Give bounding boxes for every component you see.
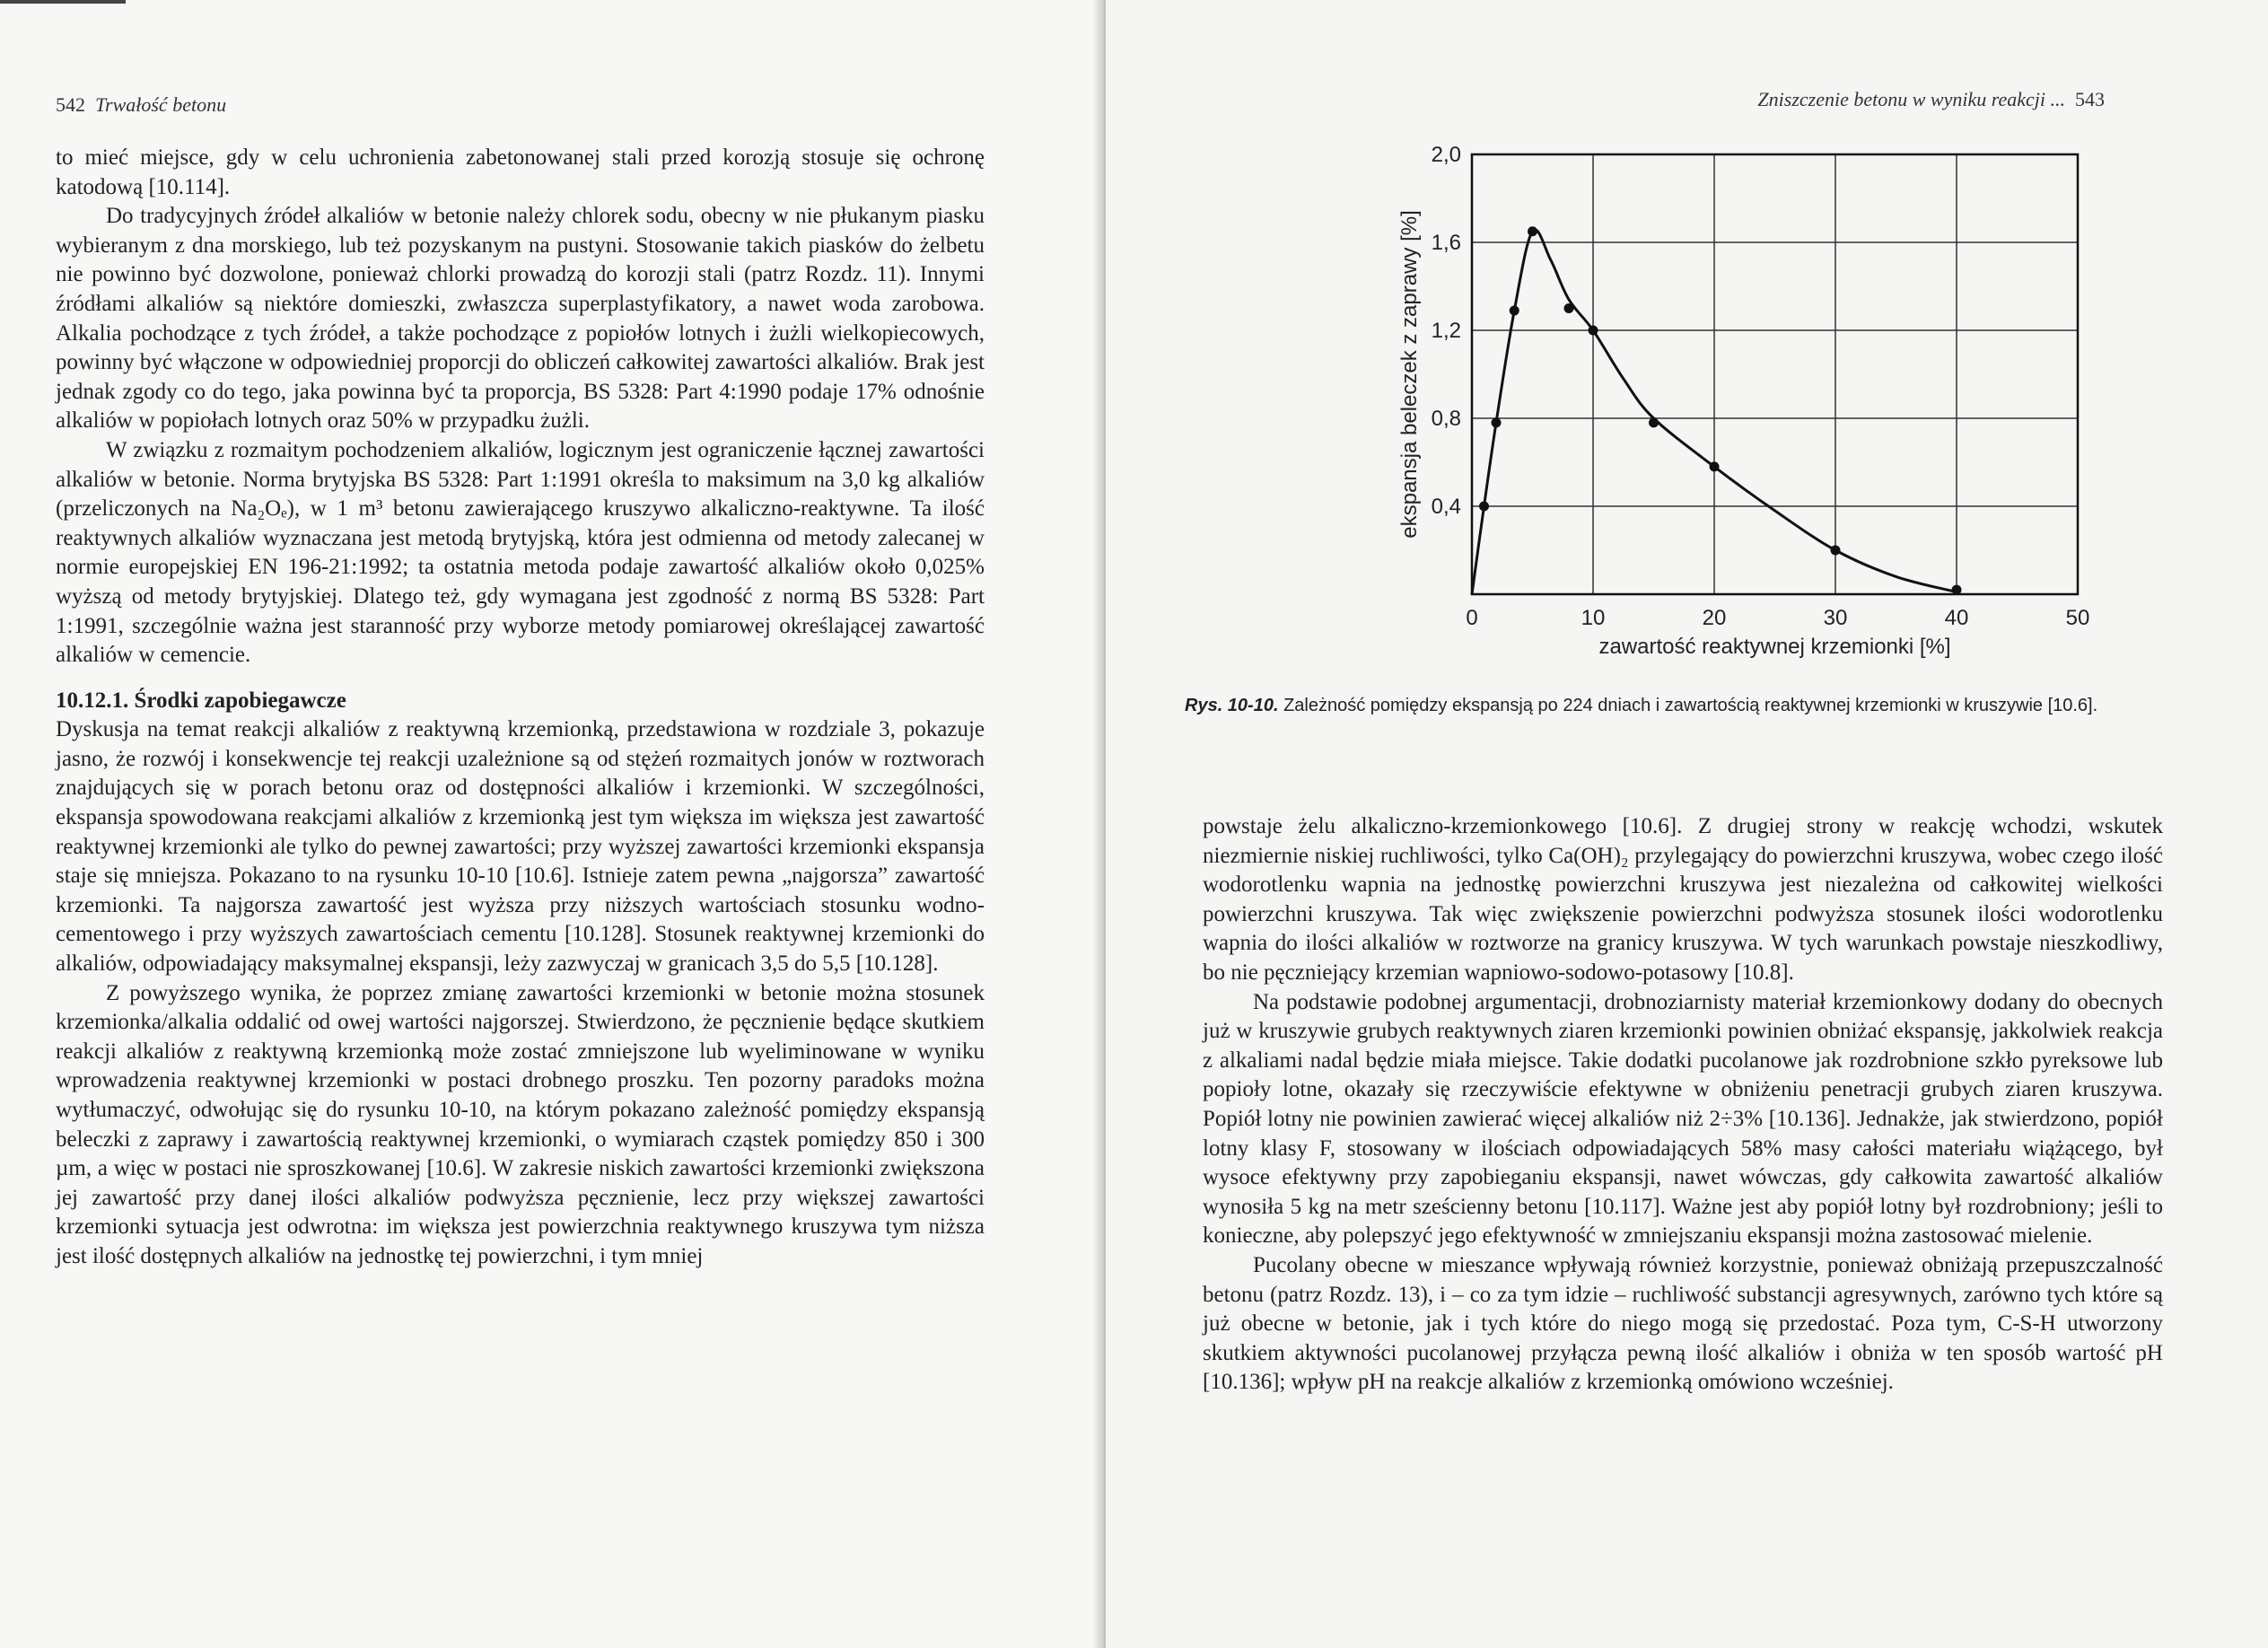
y-tick-label: 2,0	[1431, 143, 1461, 167]
x-tick-label: 40	[1944, 606, 1969, 630]
x-tick-label: 50	[2065, 606, 2090, 630]
data-points	[1479, 226, 1962, 594]
paragraph: Z powyższego wynika, że poprzez zmianę zawartości krzemionki w betonie można stosunek krzemionka/alkalia oddalić od owej wartości najgorszej. Stwierdzono, że pęcznienie będące skutkiem reakcji alkaliów z reaktywną krzemionką może zostać zmniejszone lub wyeliminowane w wyniku wprowadzenia reaktywnej krzemionki w postaci drobnego proszku. Ten pozorny paradoks można wytłumaczyć, odwołując się do rysunku 10-10, na którym pokazano zależność pomiędzy ekspansją beleczki z zaprawy i zawartością reaktywnej krzemionki, o wymiarach cząstek pomiędzy 850 i 300 µm, a więc w postaci nie sproszkowanej [10.6]. W zakresie niskich zawartości krzemionki zwiększona jej zawartość przy danej ilości alkaliów podwyższa pęcznienie, lecz przy większej zawartości krzemionki sytuacja jest odwrotna: im większa jest powierzchnia reaktywnego kruszywa tym niższa jest ilość dostępnych alkaliów na jednostkę tej powierzchni, i tym mniej	[56, 980, 985, 1268]
data-point	[1492, 417, 1502, 427]
top-rule	[0, 0, 126, 4]
paragraph: powstaje żelu alkaliczno-krzemionkowego [10.6]. Z drugiej strony w reakcję wchodzi, wskutek niezmiernie niskiej ruchliwości, tylko Ca(OH)₂ przylegający do powierzchni kruszywa, wobec czego ilość wodorotlenku wapnia na jednostkę powierzchni kruszywa jest niezależna od całkowitej wielkości powierzchni kruszywa. Tak więc zwiększenie powierzchni podwyższa stosunek ilości wodorotlenku wapnia do ilości alkaliów w roztworze na granicy kruszywa. W tych warunkach powstaje nieszkodliwy, bo nie pęczniejący krzemian wapniowo-sodowo-potasowy [10.8].	[1203, 814, 2163, 985]
right-page-header	[1265, 88, 2105, 111]
plot-frame	[1472, 154, 2078, 594]
chart-grid	[1472, 154, 2078, 594]
y-tick-label: 0,4	[1431, 495, 1461, 519]
left-page-header	[56, 93, 226, 117]
y-axis-label: ekspansja beleczek z zaprawy [%]	[1397, 210, 1422, 539]
figure-caption	[1185, 695, 2190, 717]
y-tick-label: 0,8	[1431, 407, 1461, 431]
data-point	[1528, 226, 1537, 236]
left-running-title: Trwałość betonu	[95, 93, 227, 116]
right-running-title: Zniszczenie betonu w wyniku reakcji ...	[1757, 88, 2065, 110]
right-page	[1106, 0, 2268, 1648]
x-tick-label: 20	[1702, 606, 1727, 630]
data-point	[1564, 303, 1574, 313]
data-point	[1952, 585, 1962, 595]
figure-caption-text: Zależność pomiędzy ekspansją po 224 dniach i zawartością reaktywnej krzemionki w kruszywie [10.6].	[1283, 696, 2098, 715]
chart-axes	[1472, 154, 2078, 594]
x-tick-label: 10	[1581, 606, 1606, 630]
section-heading: 10.12.1. Środki zapobiegawcze	[56, 688, 346, 713]
paragraph: Dyskusja na temat reakcji alkaliów z reaktywną krzemionką, przedstawiona w rozdziale 3, pokazuje jasno, że rozwój i konsekwencje tej reakcji uzależnione są od stężeń rozmaitych jonów w roztworach znajdujących się w porach betonu oraz od dostępności alkaliów i krzemionki. W szczególności, ekspansja spowodowana reakcjami alkaliów z krzemionką jest tym większa im większa jest zawartość reaktywnej krzemionki ale tylko do pewnej zawartości; przy wyższej zawartości krzemionki ekspansja staje się mniejsza. Pokazano to na rysunku 10-10 [10.6]. Istnieje zatem pewna „najgorsza” zawartość krzemionki. Ta najgorsza zawartość jest wyższa przy niższych wartościach stosunku wodno-cementowego i przy wyższych zawartościach cementu [10.128]. Stosunek reaktywnej krzemionki do alkaliów, odpowiadający maksymalnej ekspansji, leży zazwyczaj w granicach 3,5 do 5,5 [10.128].	[56, 717, 985, 977]
x-tick-label: 0	[1466, 606, 1478, 630]
figure-label: Rys. 10-10.	[1185, 696, 1279, 715]
figure-10-10-chart	[1364, 135, 2208, 673]
data-point	[1589, 326, 1598, 336]
y-tick-label: 1,6	[1431, 231, 1461, 255]
data-point	[1649, 417, 1659, 427]
paragraph: Pucolany obecne w mieszance wpływają również korzystnie, ponieważ obniżają przepuszczalność betonu (patrz Rozdz. 13), i – co za tym idzie – ruchliwość substancji agresywnych, zarówno tych które są już obecne w betonie, jak i tych które do niego mogą się przedostać. Poza tym, C-S-H utworzony skutkiem aktywności pucolanowej przyłącza pewną ilość alkaliów i obniża w ten sposób wartość pH [10.136]; wpływ pH na reakcje alkaliów z krzemionką omówiono wcześniej.	[1203, 1252, 2163, 1395]
data-point	[1510, 305, 1519, 315]
left-text-column	[56, 144, 985, 1272]
data-point	[1479, 502, 1489, 512]
x-tick-label: 30	[1823, 606, 1848, 630]
left-page-number: 542	[56, 93, 85, 116]
paragraph: W związku z rozmaitym pochodzeniem alkaliów, logicznym jest ograniczenie łącznej zawartości alkaliów w betonie. Norma brytyjska BS 5328: Part 1:1991 określa to maksimum na 3,0 kg alkaliów (przeliczonych na Na₂Oₑ), w 1 m³ betonu zawierającego kruszywo alkaliczno-reaktywne. Ta ilość reaktywnych alkaliów wyznaczana jest metodą brytyjską, która jest odmienna od metody zalecanej w normie europejskiej EN 196-21:1992; ta ostatnia metoda podaje zawartość alkaliów około 0,025% wyższą od metody brytyjskiej. Dlatego też, gdy wymagana jest zgodność z normą BS 5328: Part 1:1991, szczególnie ważna jest staranność przy wyborze metody pomiarowej określającej zawartość alkaliów w cemencie.	[56, 437, 985, 668]
x-axis-label: zawartość reaktywnej krzemionki [%]	[1598, 635, 1951, 659]
y-tick-labels	[1432, 143, 1461, 519]
paragraph: Do tradycyjnych źródeł alkaliów w betonie należy chlorek sodu, obecny w nie płukanym piasku wybieranym z dna morskiego, lub też pozyskanym na pustyni. Stosowanie takich piasków do żelbetu nie powinno być dozwolone, ponieważ chlorki prowadzą do korozji stali (patrz Rozdz. 11). Innymi źródłami alkaliów są niektóre domieszki, zwłaszcza superplastyfikatory, a nawet woda zarobowa. Alkalia pochodzące z tych źródeł, a także pochodzące z popiołów lotnych i żużli wielkopiecowych, powinny być włączone w odpowiedniej proporcji do obliczeń całkowitej zawartości alkaliów. Brak jest jednak zgody co do tego, jaka powinna być ta proporcja, BS 5328: Part 4:1990 podaje 17% odnośnie alkaliów w popiołach lotnych oraz 50% w przypadku żużli.	[56, 204, 985, 434]
y-tick-label: 1,2	[1431, 319, 1461, 343]
x-tick-labels	[1466, 606, 2089, 630]
right-page-number: 543	[2075, 88, 2105, 110]
right-text-column	[1203, 812, 2163, 1398]
data-point	[1710, 461, 1720, 471]
paragraph: to mieć miejsce, gdy w celu uchronienia zabetonowanej stali przed korozją stosuje się ochronę katodową [10.114].	[56, 145, 985, 199]
left-page	[0, 0, 1104, 1648]
data-point	[1831, 546, 1841, 556]
paragraph: Na podstawie podobnej argumentacji, drobnoziarnisty materiał krzemionkowy dodany do obecnych już w kruszywie grubych reaktywnych ziaren krzemionki powinien obniżać ekspansję, jakkolwiek reakcja z alkaliami nadal będzie miała miejsce. Takie dodatki pucolanowe jak rozdrobnione szkło pyreksowe lub popioły lotne, okazały się rzeczywiście efektywne w obniżeniu penetracji grubych ziaren kruszywa. Popiół lotny nie powinien zawierać więcej alkaliów niż 2÷3% [10.136]. Jednakże, jak stwierdzono, popiół lotny klasy F, stosowany w ilościach odpowiadających 58% masy całości materiału wiążącego, był wysoce efektywny przy zapobieganiu ekspansji, nawet wówczas, gdy całkowita zawartość alkaliów wynosiła 5 kg na metr sześcienny betonu [10.117]. Ważne jest aby popiół lotny był rozdrobniony; jeśli to konieczne, aby polepszyć jego efektywność w zmniejszaniu ekspansji można zastosować mielenie.	[1203, 989, 2163, 1249]
